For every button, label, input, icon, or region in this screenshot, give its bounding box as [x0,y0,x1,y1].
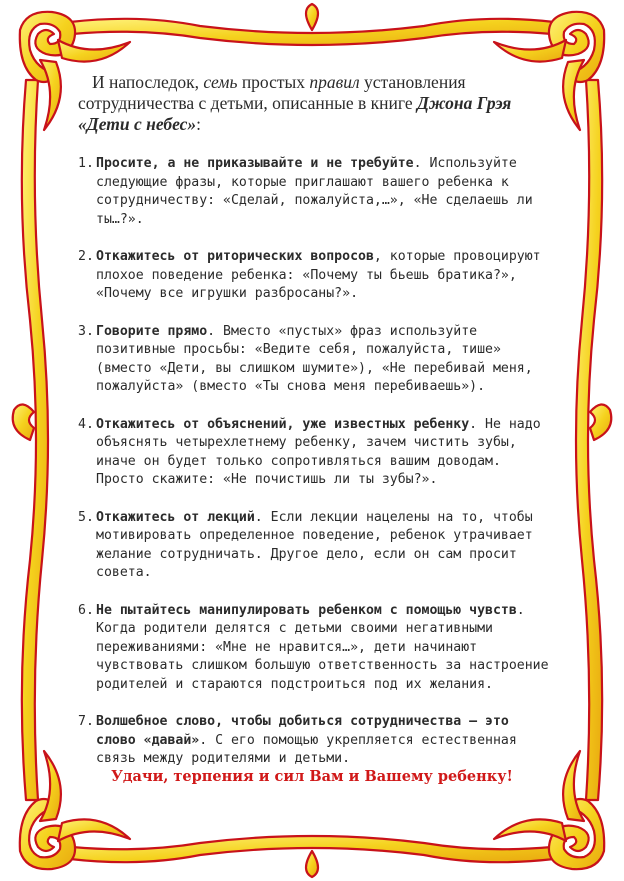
rule-text: . Используйте следующие фразы, которые приглашают вашего ребенка к сотрудничеству: «Сделай, пожалуйста,…», «Не сделаешь ли ты…?». [96,156,533,227]
rule-item [78,323,556,397]
rule-number: 6. [78,602,94,618]
rule-heading: Волшебное слово, чтобы добиться сотрудничества – это слово «давай» [96,714,509,748]
rule-heading: Откажитесь от объяснений, уже известных ребенку [96,416,470,432]
rule-item [78,713,556,769]
closing-wish: Удачи, терпения и сил Вам и Вашему ребенку! [111,768,513,785]
rule-item [78,155,556,229]
rule-item [78,416,556,490]
rule-number: 1. [78,156,94,171]
rule-number: 5. [78,509,94,525]
rule-text: , которые провоцируют плохое поведение ребенка: «Почему ты бьешь братика?», «Почему все игрушки разбросаны?». [96,249,541,301]
rule-number: 2. [78,249,94,264]
intro-emphasis-rules: правил [309,72,360,92]
intro-text: установления сотрудничества с детьми, описанные в книге [78,72,466,113]
rule-text: . Если лекции нацелены на то, чтобы мотивировать определенное поведение, ребенок утрачивает желание сотрудничать. Другое дело, если он сам просит совета. [96,509,533,580]
rules-list [78,155,556,769]
book-title: Джона Грэя «Дети с небес» [78,93,512,134]
rule-heading: Откажитесь от риторических вопросов [96,249,374,264]
intro-emphasis-seven: семь [203,72,238,92]
rule-number: 4. [78,416,94,432]
rule-text: . Вместо «пустых» фраз используйте позитивные просьбы: «Ведите себя, пожалуйста, тише» (вместо «Дети, вы слишком шумите»), «Не перебивай меня, пожалуйста» (вместо «Ты снова меня перебиваешь»). [96,323,533,394]
intro-text: : [196,114,202,134]
rule-number: 3. [78,323,94,339]
rule-item [78,509,556,583]
frame-right-bar [576,80,602,800]
rule-heading: Откажитесь от лекций [96,509,255,525]
frame-left-bar [22,80,48,800]
rule-heading: Говорите прямо [96,323,208,339]
rule-number: 7. [78,714,94,729]
intro-paragraph [78,72,556,135]
rule-text: . Не надо объяснять четырехлетнему ребенку, зачем чистить зубы, иначе он будет только сопротивляться вашим доводам. Просто скажите: «Не почистишь ли ты зубы?». [96,416,541,487]
rule-heading: Просите, а не приказывайте и не требуйте [96,156,414,171]
rule-text: . С его помощью укрепляется естественная связь между родителями и детьми. [96,732,517,766]
rule-item [78,602,556,695]
intro-text: И напоследок, [92,72,204,92]
rule-heading: Не пытайтесь манипулировать ребенком с помощью чувств [96,602,517,618]
main-content [78,72,556,788]
intro-text: простых [237,72,310,92]
rule-item [78,248,556,304]
rule-text: . Когда родители делятся с детьми своими негативными переживаниями: «Мне не нравится…», дети начинают чувствовать слишком большую ответственность за настроение родителей и стараются подстроиться под их желания. [96,602,549,692]
